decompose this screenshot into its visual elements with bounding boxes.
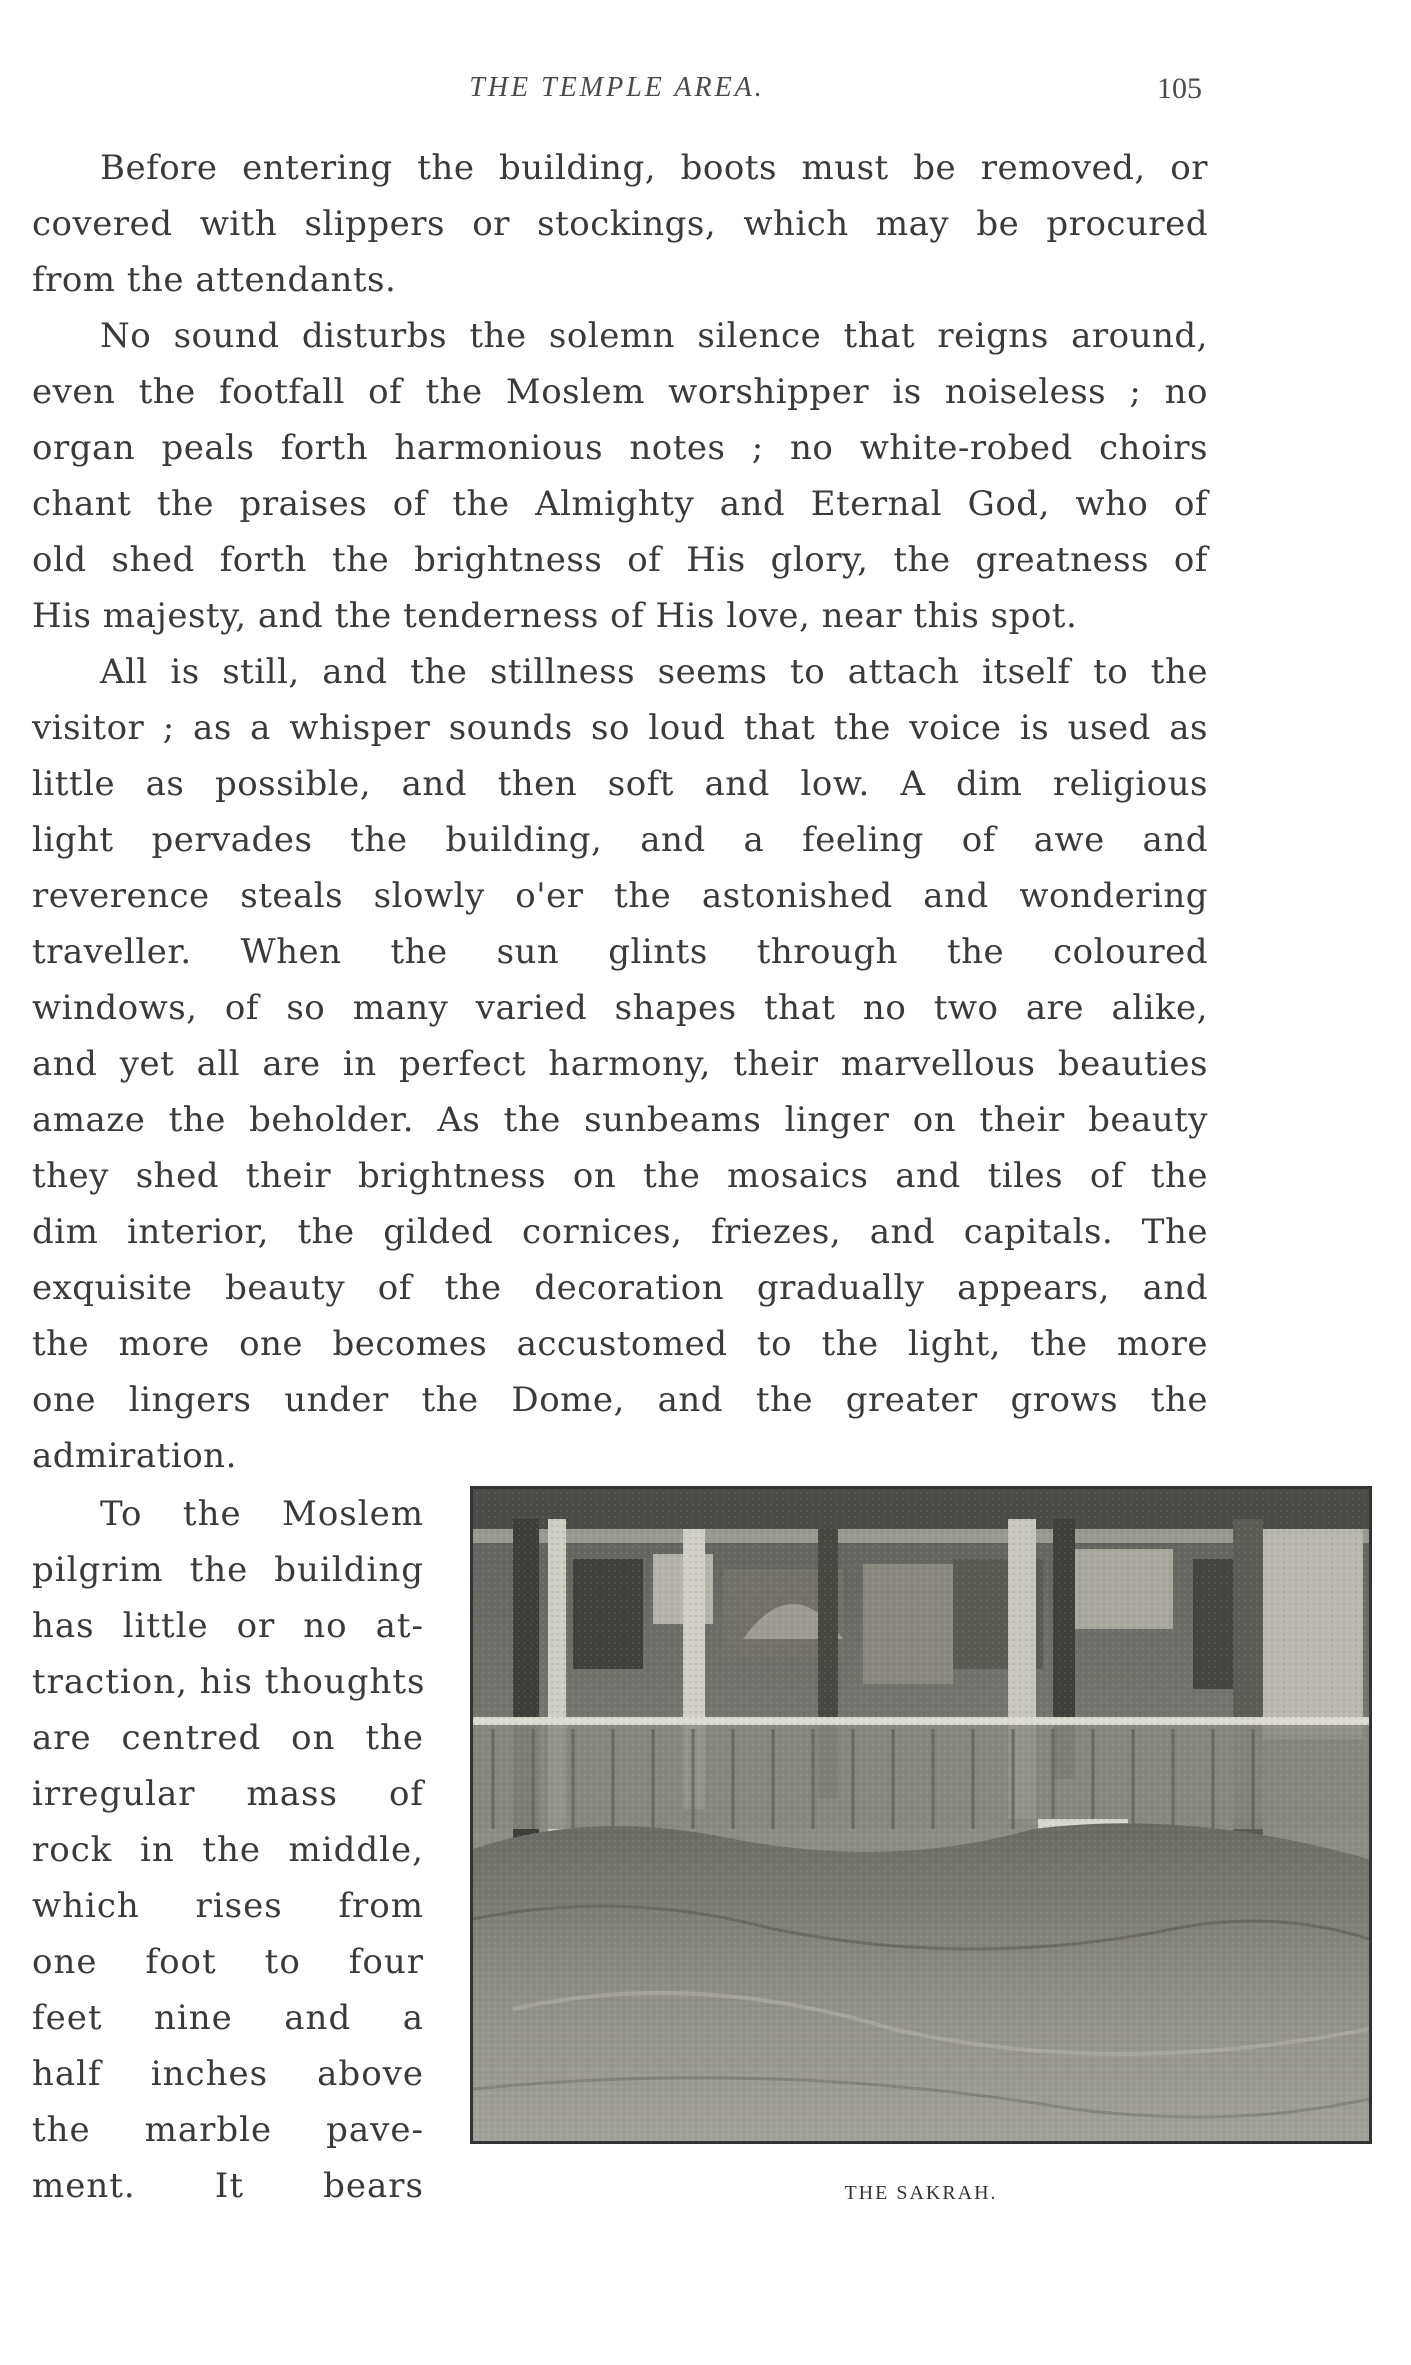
- text-line: chant the praises of the Almighty and Eternal God, who of: [32, 484, 1208, 524]
- text-line: pilgrim the building: [32, 1550, 424, 1590]
- text-line: has little or no at-: [32, 1606, 424, 1646]
- text-line: reverence steals slowly o'er the astonished and wondering: [32, 876, 1208, 916]
- sakrah-photograph: [470, 1486, 1372, 2144]
- text-line: His majesty, and the tenderness of His love, near this spot.: [32, 596, 1078, 636]
- text-line: light pervades the building, and a feeling of awe and: [32, 820, 1208, 860]
- text-line: they shed their brightness on the mosaics and tiles of the: [32, 1156, 1208, 1196]
- paragraph-moslem-pilgrim: [32, 1486, 424, 2214]
- text-line: All is still, and the stillness seems to attach itself to the: [100, 652, 1208, 692]
- text-line: ment. It bears: [32, 2166, 424, 2206]
- text-line: half inches above: [32, 2054, 424, 2094]
- sakrah-engraving: [473, 1489, 1369, 2141]
- text-line: No sound disturbs the solemn silence that reigns around,: [100, 316, 1208, 356]
- text-line: the more one becomes accustomed to the light, the more: [32, 1324, 1208, 1364]
- text-line: visitor ; as a whisper sounds so loud that the voice is used as: [32, 708, 1208, 748]
- text-line: old shed forth the brightness of His glory, the greatness of: [32, 540, 1208, 580]
- text-line: organ peals forth harmonious notes ; no white-robed choirs: [32, 428, 1208, 468]
- running-title: THE TEMPLE AREA.: [469, 72, 765, 103]
- text-line: which rises from: [32, 1886, 424, 1926]
- running-header: [32, 72, 1202, 112]
- text-line: little as possible, and then soft and low. A dim religious: [32, 764, 1208, 804]
- text-line: one foot to four: [32, 1942, 424, 1982]
- text-line: even the footfall of the Moslem worshipper is noiseless ; no: [32, 372, 1208, 412]
- text-line: To the Moslem: [100, 1494, 424, 1534]
- figure-caption: THE SAKRAH.: [844, 2182, 998, 2204]
- text-line: traction, his thoughts: [32, 1662, 426, 1702]
- text-line: are centred on the: [32, 1718, 424, 1758]
- text-line: from the attendants.: [32, 260, 397, 300]
- paragraph-boots: [32, 140, 1208, 308]
- text-line: dim interior, the gilded cornices, friezes, and capitals. The: [32, 1212, 1208, 1252]
- text-line: rock in the middle,: [32, 1830, 424, 1870]
- text-line: Before entering the building, boots must be removed, or: [100, 148, 1208, 188]
- paragraph-stillness: [32, 644, 1208, 1484]
- text-line: the marble pave-: [32, 2110, 424, 2150]
- text-line: amaze the beholder. As the sunbeams linger on their beauty: [32, 1100, 1208, 1140]
- page-number: 105: [1157, 72, 1202, 105]
- text-line: windows, of so many varied shapes that no two are alike,: [32, 988, 1208, 1028]
- text-line: covered with slippers or stockings, which may be procured: [32, 204, 1208, 244]
- text-line: one lingers under the Dome, and the greater grows the: [32, 1380, 1208, 1420]
- paragraph-silence: [32, 308, 1208, 644]
- text-line: feet nine and a: [32, 1998, 424, 2038]
- text-line: traveller. When the sun glints through the coloured: [32, 932, 1208, 972]
- text-line: irregular mass of: [32, 1774, 424, 1814]
- text-line: admiration.: [32, 1436, 237, 1476]
- text-line: and yet all are in perfect harmony, their marvellous beauties: [32, 1044, 1208, 1084]
- text-line: exquisite beauty of the decoration gradually appears, and: [32, 1268, 1208, 1308]
